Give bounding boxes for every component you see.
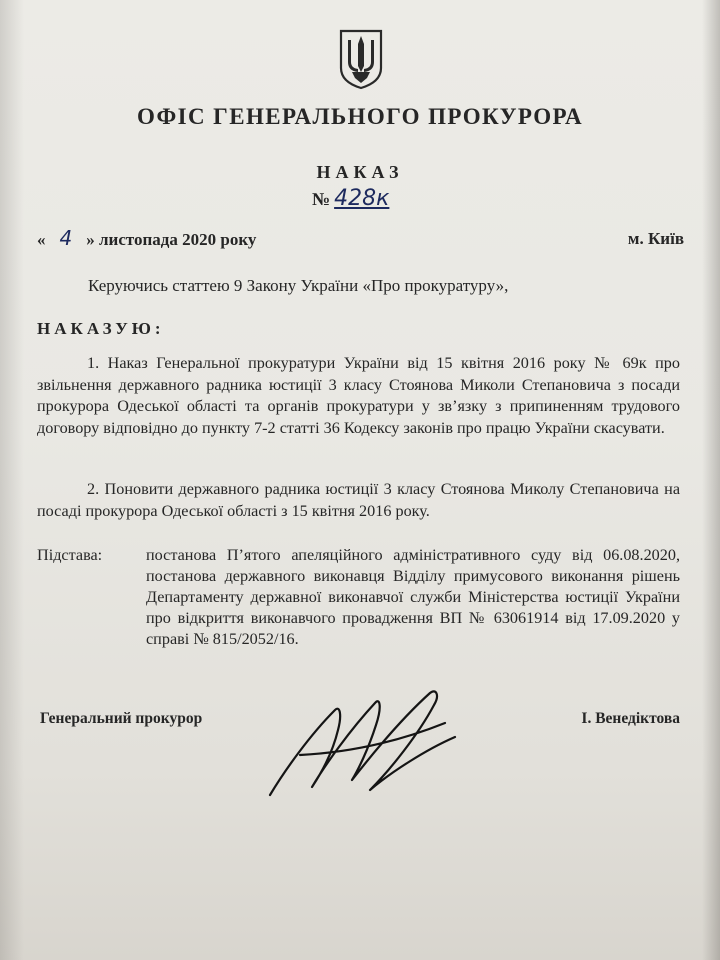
basis-block xyxy=(37,545,680,650)
order-number xyxy=(312,186,389,211)
signature-icon xyxy=(240,675,490,810)
basis-text: постанова П’ятого апеляційного адміністративного суду від 06.08.2020, постанова державного виконавця Відділу примусового виконання рішень Департаменту державної виконавчої служби Міністерства юстиції України про відкриття виконавчого провадження ВП № 63061914 від 17.09.2020 у справі № 815/2052/16. xyxy=(146,546,680,648)
date-month-year: » листопада 2020 року xyxy=(86,230,257,249)
office-title: ОФІС ГЕНЕРАЛЬНОГО ПРОКУРОРА xyxy=(136,104,584,129)
order-number-prefix: № xyxy=(312,189,331,209)
date-open-quote: « xyxy=(37,230,46,249)
signatory-role: Генеральний прокурор xyxy=(40,710,203,727)
signatory-name: І. Венедіктова xyxy=(581,710,680,727)
page-shadow-right xyxy=(702,0,720,960)
coat-of-arms-icon xyxy=(338,28,384,90)
basis-label: Підстава: xyxy=(37,546,103,564)
paragraph-2: 2. Поновити державного радника юстиції 3 класу Стоянова Миколу Степановича на посаді прокурора Одеської області з 15 квітня 2016 року. xyxy=(37,480,680,520)
date-day-handwritten: 4 xyxy=(59,226,73,250)
order-date xyxy=(37,226,256,250)
order-number-handwritten: 428к xyxy=(334,186,390,211)
preamble: Керуючись статтею 9 Закону України «Про прокуратуру», xyxy=(88,276,509,295)
page-shadow-left xyxy=(0,0,24,960)
decree-word: НАКАЗУЮ: xyxy=(37,319,165,338)
order-place: м. Київ xyxy=(627,229,684,248)
paragraph-1: 1. Наказ Генеральної прокуратури України від 15 квітня 2016 року № 69к про звільнення державного радника юстиції 3 класу Стоянова Миколи Степановича з посади прокурора Одеської області та органів прокуратури у зв’язку з припиненням трудового договору відповідно до пункту 7-2 статті 36 Кодексу законів про працю України скасувати. xyxy=(37,354,680,437)
order-title: НАКАЗ xyxy=(316,162,404,182)
